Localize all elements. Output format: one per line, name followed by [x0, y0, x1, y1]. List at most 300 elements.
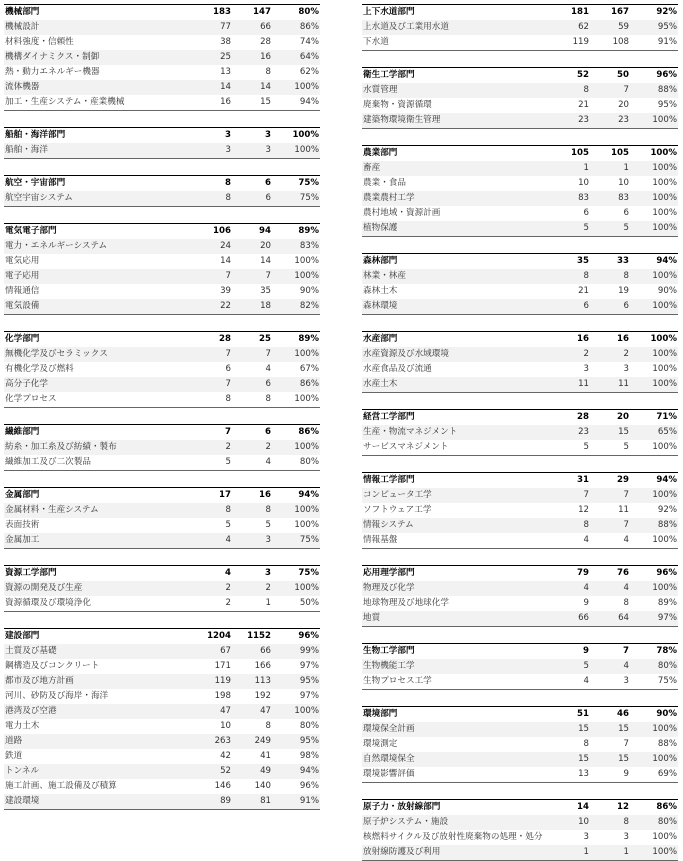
count-examinees: 183 [213, 7, 231, 17]
department-section [362, 253, 678, 315]
division-name: 農業農村工学 [363, 193, 415, 203]
count-examinees: 8 [583, 520, 589, 530]
department-header-row [4, 425, 320, 440]
count-passed: 20 [618, 100, 629, 110]
division-name: 機構ダイナミクス・制御 [5, 52, 100, 62]
count-examinees: 51 [577, 709, 589, 719]
subject-row [4, 581, 320, 596]
pass-rate: 75% [298, 178, 319, 188]
department-section [4, 487, 320, 549]
department-section [4, 175, 320, 207]
subject-row [362, 440, 678, 455]
pass-rate: 90% [299, 286, 319, 296]
count-examinees: 4 [225, 568, 231, 578]
count-examinees: 5 [583, 661, 589, 671]
department-header-row [362, 254, 678, 269]
division-name: 自然環境保全 [363, 754, 415, 764]
pass-rate: 96% [299, 781, 319, 791]
pass-rate: 100% [652, 178, 677, 188]
subject-row [362, 533, 678, 548]
division-name: トンネル [5, 766, 40, 776]
subject-row [362, 518, 678, 533]
count-examinees: 171 [214, 661, 231, 671]
pass-rate: 88% [657, 520, 677, 530]
pass-rate: 80% [299, 721, 319, 731]
department-section [4, 4, 320, 111]
count-examinees: 17 [219, 490, 231, 500]
count-passed: 19 [618, 286, 629, 296]
pass-rate: 100% [652, 193, 677, 203]
pass-rate: 97% [299, 691, 319, 701]
pass-rate: 80% [657, 817, 677, 827]
department-header-row [362, 410, 678, 425]
division-name: 施工計画、施工設備及び積算 [5, 781, 117, 791]
pass-rate: 96% [656, 568, 677, 578]
pass-rate: 75% [299, 193, 319, 203]
count-passed: 147 [253, 7, 271, 17]
count-examinees: 119 [572, 37, 589, 47]
pass-rate: 97% [657, 613, 677, 623]
pass-rate: 100% [652, 847, 677, 857]
department-section [4, 565, 320, 612]
count-examinees: 10 [578, 178, 589, 188]
division-name: サービスマネジメント [363, 442, 449, 452]
count-passed: 2 [265, 442, 271, 452]
count-examinees: 47 [220, 706, 231, 716]
subject-row [4, 659, 320, 674]
division-name: 生物工学部門 [363, 646, 415, 656]
count-examinees: 105 [571, 148, 589, 158]
count-examinees: 7 [225, 427, 231, 437]
count-passed: 11 [618, 505, 629, 515]
division-name: 農業部門 [363, 148, 398, 158]
division-name: 河川、砂防及び海岸・海洋 [5, 691, 109, 701]
division-name: 生物プロセス工学 [363, 676, 432, 686]
subject-row [4, 269, 320, 284]
subject-row [362, 737, 678, 752]
count-passed: 5 [623, 223, 629, 233]
count-passed: 4 [623, 583, 629, 593]
subject-row [4, 674, 320, 689]
pass-rate: 78% [656, 646, 677, 656]
count-passed: 7 [265, 349, 271, 359]
division-name: 下水道 [363, 37, 389, 47]
subject-row [362, 503, 678, 518]
pass-rate: 86% [299, 379, 319, 389]
count-passed: 59 [618, 22, 629, 32]
subject-row [362, 284, 678, 299]
department-section [4, 223, 320, 315]
pass-rate: 75% [299, 535, 319, 545]
division-name: 水産土木 [363, 379, 398, 389]
subject-row [362, 98, 678, 113]
division-name: 材料強度・信頼性 [5, 37, 74, 47]
count-passed: 20 [617, 412, 629, 422]
count-passed: 6 [265, 427, 271, 437]
subject-row [362, 581, 678, 596]
count-passed: 20 [260, 241, 271, 251]
count-passed: 7 [623, 520, 629, 530]
department-section [362, 643, 678, 690]
count-examinees: 4 [583, 583, 589, 593]
count-examinees: 1204 [207, 631, 231, 641]
count-passed: 108 [612, 37, 629, 47]
count-passed: 3 [623, 364, 629, 374]
division-name: 衛生工学部門 [363, 70, 415, 80]
division-name: 船舶・海洋 [5, 145, 48, 155]
count-passed: 6 [265, 193, 271, 203]
subject-row [4, 377, 320, 392]
subject-row [4, 596, 320, 611]
count-passed: 66 [260, 646, 271, 656]
subject-row [4, 143, 320, 158]
subject-row [362, 752, 678, 767]
pass-rate: 100% [652, 832, 677, 842]
count-examinees: 25 [220, 52, 231, 62]
count-examinees: 7 [583, 490, 589, 500]
count-examinees: 31 [577, 475, 589, 485]
count-passed: 28 [260, 37, 271, 47]
count-passed: 25 [259, 334, 271, 344]
count-passed: 1 [265, 598, 271, 608]
subject-row [362, 377, 678, 392]
subject-row [362, 362, 678, 377]
count-passed: 105 [611, 148, 629, 158]
subject-row [4, 689, 320, 704]
division-name: 上水道及び工業用水道 [363, 22, 449, 32]
subject-row [4, 35, 320, 50]
division-name: 環境保全計画 [363, 724, 415, 734]
count-passed: 29 [617, 475, 629, 485]
count-examinees: 52 [577, 70, 589, 80]
division-name: 経営工学部門 [363, 412, 415, 422]
pass-rate: 80% [657, 661, 677, 671]
division-name: 資源工学部門 [5, 568, 57, 578]
division-name: 機械部門 [5, 7, 40, 17]
count-passed: 15 [618, 724, 629, 734]
count-examinees: 16 [577, 334, 589, 344]
count-passed: 249 [254, 736, 271, 746]
pass-rate: 80% [298, 7, 319, 17]
count-examinees: 3 [225, 145, 231, 155]
pass-rate: 99% [299, 646, 319, 656]
count-passed: 8 [265, 67, 271, 77]
subject-row [4, 239, 320, 254]
pass-rate: 100% [294, 583, 319, 593]
pass-rate: 100% [652, 208, 677, 218]
division-name: 情報基盤 [363, 535, 398, 545]
count-examinees: 89 [220, 796, 231, 806]
count-examinees: 2 [225, 598, 231, 608]
count-examinees: 28 [577, 412, 589, 422]
count-examinees: 8 [583, 739, 589, 749]
count-passed: 81 [260, 796, 271, 806]
pass-rate: 86% [298, 427, 319, 437]
count-passed: 15 [260, 97, 271, 107]
subject-row [362, 161, 678, 176]
subject-row [362, 596, 678, 611]
division-name: 生産・物流マネジメント [363, 427, 458, 437]
count-examinees: 79 [577, 568, 589, 578]
pass-rate: 82% [299, 301, 319, 311]
division-name: 応用理学部門 [363, 568, 415, 578]
pass-rate: 100% [650, 148, 677, 158]
count-examinees: 3 [583, 832, 589, 842]
count-passed: 7 [623, 85, 629, 95]
pass-rate: 100% [294, 271, 319, 281]
pass-rate: 75% [298, 568, 319, 578]
subject-row [4, 95, 320, 110]
count-examinees: 8 [583, 85, 589, 95]
department-header-row [362, 332, 678, 347]
subject-row [362, 20, 678, 35]
pass-rate: 100% [652, 754, 677, 764]
count-passed: 16 [259, 490, 271, 500]
count-examinees: 13 [220, 67, 231, 77]
division-name: ソフトウェア工学 [363, 505, 432, 515]
left-table [4, 4, 320, 810]
subject-row [4, 533, 320, 548]
count-examinees: 5 [583, 442, 589, 452]
pass-rate: 100% [652, 724, 677, 734]
division-name: 鉄道 [5, 751, 23, 761]
department-header-row [4, 629, 320, 644]
count-passed: 192 [254, 691, 271, 701]
count-examinees: 8 [583, 271, 589, 281]
division-name: 建築物環境衛生管理 [363, 115, 441, 125]
division-name: 加工・生産システム・産業機械 [5, 97, 125, 107]
subject-row [4, 455, 320, 470]
department-section [362, 331, 678, 393]
pass-rate: 64% [299, 52, 319, 62]
pass-rate: 91% [299, 796, 319, 806]
count-passed: 5 [623, 442, 629, 452]
department-section [362, 145, 678, 237]
division-name: 建設環境 [5, 796, 40, 806]
subject-row [362, 674, 678, 689]
division-name: コンピュータ工学 [363, 490, 432, 500]
pass-rate: 92% [656, 7, 677, 17]
count-examinees: 11 [578, 379, 589, 389]
subject-row [362, 488, 678, 503]
division-name: 上下水道部門 [363, 7, 415, 17]
count-passed: 46 [617, 709, 629, 719]
pass-rate: 90% [657, 286, 677, 296]
pass-rate: 94% [298, 490, 319, 500]
count-passed: 2 [623, 349, 629, 359]
count-examinees: 35 [577, 256, 589, 266]
count-examinees: 4 [583, 535, 589, 545]
pass-rate: 98% [299, 751, 319, 761]
division-name: 情報システム [363, 520, 414, 530]
count-passed: 6 [623, 301, 629, 311]
subject-row [4, 440, 320, 455]
pass-rate: 71% [656, 412, 677, 422]
pass-rate: 100% [652, 490, 677, 500]
department-section [4, 331, 320, 408]
count-passed: 8 [265, 505, 271, 515]
count-passed: 16 [260, 52, 271, 62]
count-passed: 16 [617, 334, 629, 344]
pass-rate: 50% [299, 598, 319, 608]
count-examinees: 9 [583, 646, 589, 656]
division-name: 水産食品及び流通 [363, 364, 432, 374]
division-name: 資源の開発及び生産 [5, 583, 83, 593]
count-examinees: 77 [220, 22, 231, 32]
count-examinees: 66 [578, 613, 589, 623]
department-section [362, 706, 678, 783]
subject-row [362, 611, 678, 626]
division-name: 電力土木 [5, 721, 40, 731]
count-passed: 8 [265, 394, 271, 404]
department-header-row [362, 5, 678, 20]
subject-row [4, 362, 320, 377]
subject-row [4, 749, 320, 764]
pass-rate: 97% [299, 661, 319, 671]
count-examinees: 21 [578, 286, 589, 296]
count-passed: 7 [623, 739, 629, 749]
count-examinees: 14 [220, 256, 231, 266]
pass-rate: 100% [652, 271, 677, 281]
department-section [362, 472, 678, 549]
count-passed: 113 [254, 676, 271, 686]
pass-rate: 86% [656, 802, 677, 812]
division-name: 情報工学部門 [363, 475, 415, 485]
count-passed: 5 [265, 520, 271, 530]
count-passed: 10 [618, 178, 629, 188]
division-name: 物理及び化学 [363, 583, 415, 593]
count-passed: 8 [623, 598, 629, 608]
pass-rate: 100% [652, 115, 677, 125]
count-examinees: 38 [220, 37, 231, 47]
subject-row [4, 284, 320, 299]
pass-rate: 95% [657, 100, 677, 110]
pass-rate: 89% [657, 598, 677, 608]
subject-row [4, 764, 320, 779]
subject-row [4, 779, 320, 794]
department-header-row [362, 566, 678, 581]
department-header-row [4, 128, 320, 143]
division-name: 船舶・海洋部門 [5, 130, 66, 140]
pass-rate: 69% [657, 769, 677, 779]
division-name: 航空宇宙システム [5, 193, 73, 203]
pass-rate: 89% [298, 226, 319, 236]
division-name: 原子炉システム・施設 [363, 817, 449, 827]
pass-rate: 96% [298, 631, 319, 641]
count-passed: 166 [254, 661, 271, 671]
department-header-row [4, 332, 320, 347]
department-header-row [4, 488, 320, 503]
count-examinees: 14 [220, 82, 231, 92]
count-examinees: 1 [583, 847, 589, 857]
count-passed: 66 [260, 22, 271, 32]
pass-rate: 100% [294, 145, 319, 155]
subject-row [4, 254, 320, 269]
subject-row [362, 269, 678, 284]
pass-rate: 91% [657, 37, 677, 47]
division-name: 放射線防護及び利用 [363, 847, 441, 857]
subject-row [362, 113, 678, 128]
pass-rate: 90% [656, 709, 677, 719]
division-name: 電気電子部門 [5, 226, 57, 236]
department-section [362, 4, 678, 51]
count-passed: 140 [254, 781, 271, 791]
pass-rate: 100% [294, 256, 319, 266]
count-passed: 41 [260, 751, 271, 761]
department-section [362, 409, 678, 456]
count-passed: 15 [618, 427, 629, 437]
count-passed: 8 [623, 817, 629, 827]
subject-row [362, 35, 678, 50]
division-name: 繊維部門 [5, 427, 40, 437]
count-passed: 6 [265, 178, 271, 188]
division-name: 農業・食品 [363, 178, 406, 188]
subject-row [362, 221, 678, 236]
division-name: 水産部門 [363, 334, 398, 344]
count-examinees: 2 [225, 583, 231, 593]
count-passed: 3 [265, 130, 271, 140]
right-table [362, 4, 678, 861]
count-passed: 2 [265, 583, 271, 593]
count-passed: 4 [623, 661, 629, 671]
pass-rate: 80% [299, 457, 319, 467]
division-name: 森林環境 [363, 301, 398, 311]
division-name: 有機化学及び燃料 [5, 364, 74, 374]
count-passed: 1 [623, 847, 629, 857]
count-examinees: 6 [583, 208, 589, 218]
count-passed: 7 [265, 271, 271, 281]
division-name: 航空・宇宙部門 [5, 178, 66, 188]
pass-rate: 100% [650, 334, 677, 344]
count-examinees: 83 [578, 193, 589, 203]
subject-row [362, 830, 678, 845]
count-examinees: 15 [578, 724, 589, 734]
division-name: 地球物理及び地球化学 [363, 598, 449, 608]
count-examinees: 42 [220, 751, 231, 761]
count-passed: 4 [265, 457, 271, 467]
subject-row [362, 206, 678, 221]
division-name: 廃棄物・資源循環 [363, 100, 432, 110]
division-name: 土質及び基礎 [5, 646, 57, 656]
subject-row [362, 176, 678, 191]
pass-rate: 95% [299, 676, 319, 686]
department-header-row [362, 644, 678, 659]
count-examinees: 10 [220, 721, 231, 731]
subject-row [4, 734, 320, 749]
division-name: 核燃料サイクル及び放射性廃棄物の処理・処分 [363, 832, 543, 842]
count-passed: 14 [260, 82, 271, 92]
pass-rate: 100% [294, 82, 319, 92]
pass-rate: 100% [294, 394, 319, 404]
division-name: 流体機器 [5, 82, 40, 92]
pass-rate: 75% [657, 676, 677, 686]
division-name: 金属部門 [5, 490, 40, 500]
pass-rate: 100% [652, 223, 677, 233]
count-passed: 83 [618, 193, 629, 203]
count-examinees: 7 [225, 271, 231, 281]
pass-rate: 100% [652, 442, 677, 452]
department-header-row [4, 566, 320, 581]
department-header-row [4, 5, 320, 20]
subject-row [4, 299, 320, 314]
department-section [362, 565, 678, 627]
count-examinees: 5 [583, 223, 589, 233]
count-passed: 3 [265, 568, 271, 578]
division-name: 繊維加工及び二次製品 [5, 457, 91, 467]
count-examinees: 9 [583, 598, 589, 608]
department-section [4, 628, 320, 810]
subject-row [362, 845, 678, 860]
